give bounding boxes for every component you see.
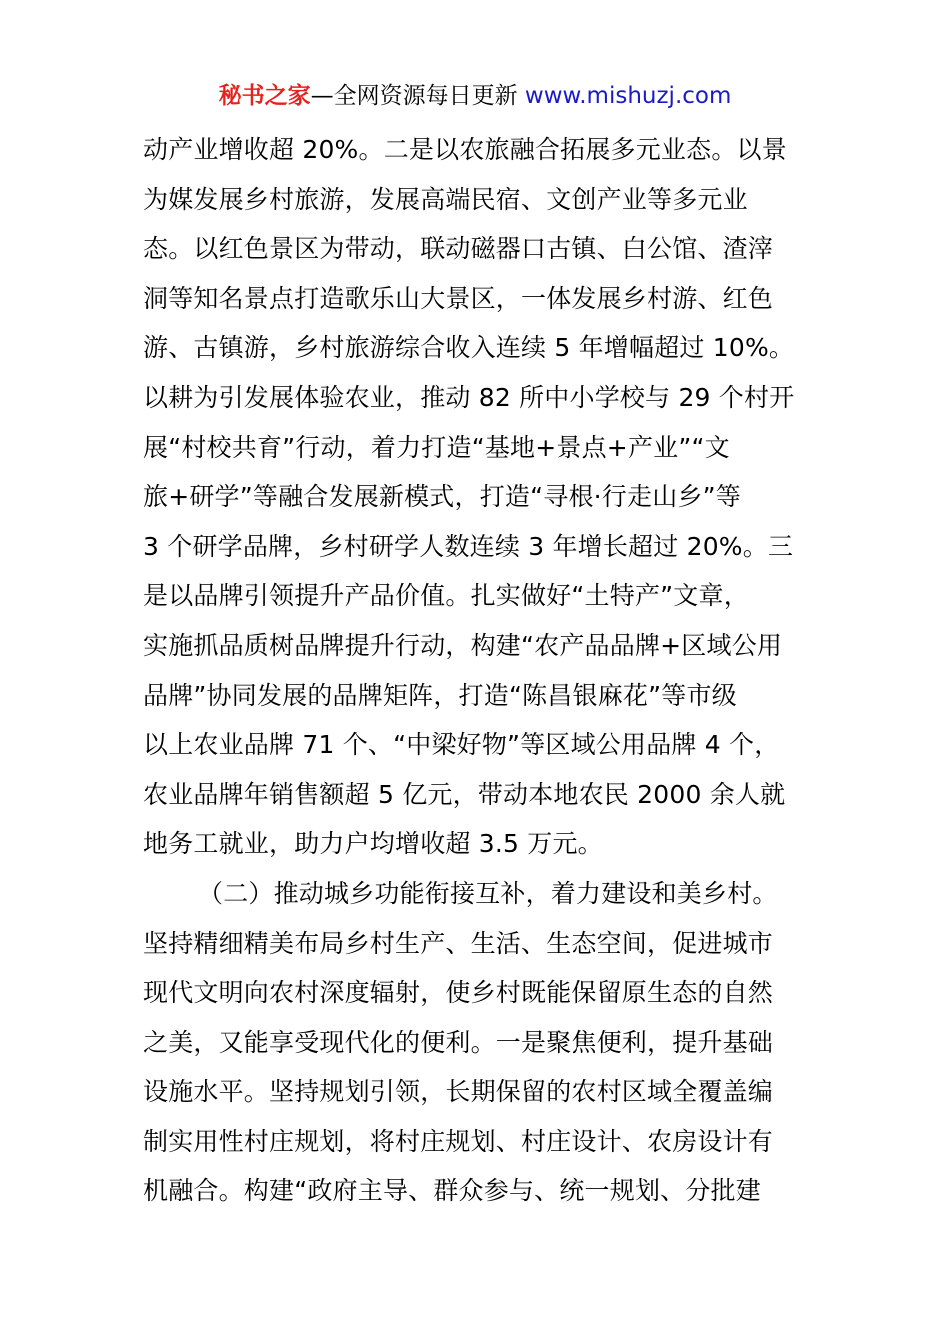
site-tagline: —全网资源每日更新 — [310, 83, 518, 109]
site-brand: 秘书之家 — [218, 83, 311, 109]
text-line: 3 个研学品牌，乡村研学人数连续 3 年增长超过 20%。三 — [143, 531, 794, 561]
text-line: 之美，又能享受现代化的便利。一是聚焦便利，提升基础 — [143, 1027, 774, 1057]
text-line: 制实用性村庄规划，将村庄规划、村庄设计、农房设计有 — [143, 1126, 774, 1156]
site-header — [0, 78, 950, 114]
text-line: 洞等知名景点打造歌乐山大景区，一体发展乡村游、红色 — [143, 283, 774, 313]
text-line: 设施水平。坚持规划引领，长期保留的农村区域全覆盖编 — [143, 1077, 774, 1107]
text-line: 旅+研学”等融合发展新模式，打造“寻根·行走山乡”等 — [143, 482, 741, 512]
text-line: 实施抓品质树品牌提升行动，构建“农产品品牌+区域公用 — [143, 630, 783, 660]
text-line: 态。以红色景区为带动，联动磁器口古镇、白公馆、渣滓 — [143, 234, 774, 264]
text-line: 以上农业品牌 71 个、“中梁好物”等区域公用品牌 4 个， — [143, 730, 780, 760]
text-line: 游、古镇游，乡村旅游综合收入连续 5 年增幅超过 10%。 — [143, 333, 795, 363]
text-line: 现代文明向农村深度辐射，使乡村既能保留原生态的自然 — [143, 978, 774, 1008]
text-line: 坚持精细精美布局乡村生产、生活、生态空间，促进城市 — [143, 928, 774, 958]
text-line: 展“村校共育”行动，着力打造“基地+景点+产业”“文 — [143, 432, 730, 462]
text-line: 地务工就业，助力户均增收超 3.5 万元。 — [143, 829, 603, 859]
text-line: 品牌”协同发展的品牌矩阵，打造“陈昌银麻花”等市级 — [143, 680, 737, 710]
text-line: 以耕为引发展体验农业，推动 82 所中小学校与 29 个村开 — [143, 382, 795, 412]
text-line: 农业品牌年销售额超 5 亿元，带动本地农民 2000 余人就 — [143, 779, 786, 809]
text-line: 是以品牌引领提升产品价值。扎实做好“土特产”文章， — [143, 581, 749, 611]
text-line: 机融合。构建“政府主导、群众参与、统一规划、分批建 — [143, 1176, 761, 1206]
text-line: 动产业增收超 20%。二是以农旅融合拓展多元业态。以景 — [143, 135, 787, 164]
document-body — [143, 125, 813, 1216]
text-line: 为媒发展乡村旅游，发展高端民宿、文创产业等多元业 — [143, 184, 748, 214]
site-url-link[interactable]: www.mishuzj.com — [524, 83, 732, 109]
section-heading-line: （二）推动城乡功能衔接互补，着力建设和美乡村。 — [198, 878, 778, 908]
